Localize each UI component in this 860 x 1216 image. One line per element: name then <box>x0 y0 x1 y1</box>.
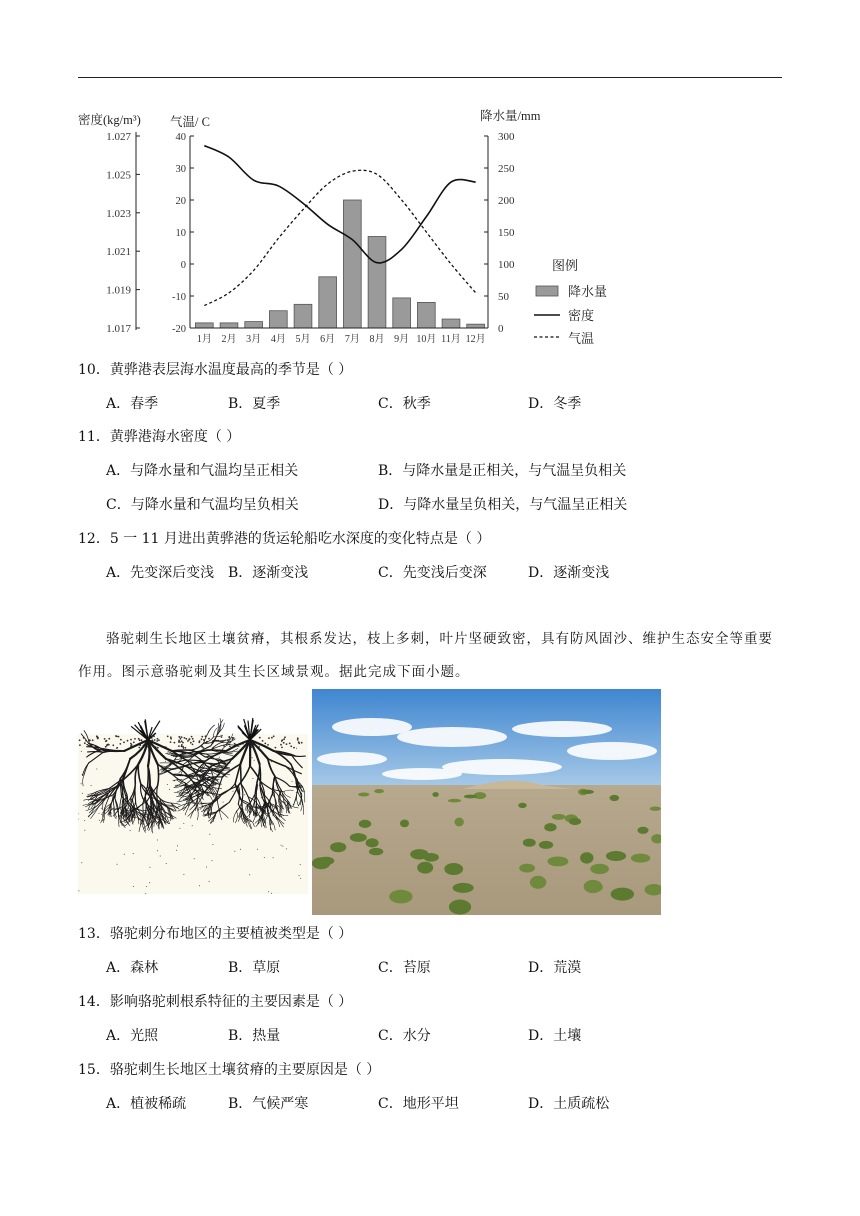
soil-speck <box>194 858 195 859</box>
soil-speck <box>203 747 205 749</box>
soil-speck <box>99 820 100 821</box>
soil-speck <box>181 736 183 738</box>
soil-speck <box>229 737 231 739</box>
soil-speck <box>283 738 285 740</box>
soil-speck <box>78 890 79 891</box>
soil-speck <box>101 814 102 815</box>
soil-speck <box>184 737 186 739</box>
soil-speck <box>108 738 110 740</box>
soil-speck <box>181 746 183 748</box>
question-14-stem: 14．影响骆驼刺根系特征的主要因素是（ ） <box>78 994 353 1010</box>
soil-speck <box>275 747 277 749</box>
passage-text: 骆驼刺生长地区土壤贫瘠，其根系发达，枝上多刺，叶片坚硬致密，具有防风固沙、维护生态安全等重要作用。图示意骆驼刺及其生长区域景观。据此完成下面小题。 <box>78 631 773 680</box>
camelthorn-shrub <box>611 888 634 901</box>
soil-speck <box>130 739 132 741</box>
soil-speck <box>300 878 301 879</box>
soil-speck <box>300 864 301 865</box>
soil-speck <box>264 857 265 858</box>
q11-option-d[interactable]: D．与降水量呈负相关，与气温呈正相关 <box>378 497 628 513</box>
soil-speck <box>118 736 120 738</box>
soil-speck <box>178 740 180 742</box>
soil-speck <box>286 848 287 849</box>
soil-speck <box>212 860 213 861</box>
header-rule <box>78 77 782 78</box>
soil-speck <box>192 738 194 740</box>
soil-speck <box>157 850 158 851</box>
q15-option-c[interactable]: C．地形平坦 <box>378 1096 459 1112</box>
soil-speck <box>105 746 107 748</box>
temperature-tick-label: 20 <box>175 196 186 207</box>
soil-speck <box>249 874 250 875</box>
soil-speck <box>219 757 220 758</box>
month-label: 8月 <box>369 334 385 345</box>
precipitation-bar <box>368 236 386 328</box>
soil-speck <box>166 863 167 864</box>
soil-speck <box>84 742 86 744</box>
q13-option-b[interactable]: B．草原 <box>228 960 281 976</box>
q10-option-b[interactable]: B．夏季 <box>228 396 281 412</box>
soil-speck <box>92 739 94 741</box>
soil-speck <box>124 854 125 855</box>
camelthorn-root-illustration <box>78 708 308 894</box>
question-13-stem: 13．骆驼刺分布地区的主要植被类型是（ ） <box>78 926 353 942</box>
soil-speck <box>290 745 292 747</box>
soil-speck <box>170 738 172 740</box>
soil-speck <box>79 739 81 741</box>
soil-speck <box>117 864 118 865</box>
camelthorn-shrub <box>547 857 568 867</box>
q10-option-d[interactable]: D．冬季 <box>528 396 582 412</box>
precipitation-tick-label: 150 <box>498 227 515 239</box>
q10-option-c[interactable]: C．秋季 <box>378 396 431 412</box>
soil-speck <box>180 738 182 740</box>
soil-speck <box>81 862 82 863</box>
soil-speck <box>107 744 109 746</box>
soil-speck <box>257 849 258 850</box>
camelthorn-shrub <box>432 792 438 797</box>
q14-option-c[interactable]: C．水分 <box>378 1028 431 1044</box>
temperature-axis-title: 气温/ C <box>170 115 210 129</box>
soil-speck <box>165 761 166 762</box>
density-tick-label: 1.025 <box>106 169 131 182</box>
soil-speck <box>149 867 150 868</box>
soil-speck <box>157 840 158 841</box>
camelthorn-shrub <box>530 876 546 889</box>
camelthorn-shrub <box>449 900 471 915</box>
soil-speck <box>284 736 286 738</box>
month-label: 6月 <box>320 334 336 345</box>
camelthorn-shrub <box>424 853 439 862</box>
q13-option-c[interactable]: C．苔原 <box>378 960 431 976</box>
soil-speck <box>179 828 180 829</box>
month-label: 1月 <box>196 334 212 345</box>
q11-option-a[interactable]: A．与降水量和气温均呈正相关 <box>106 463 299 479</box>
soil-speck <box>252 757 253 758</box>
soil-speck <box>281 845 282 846</box>
soil-speck <box>221 736 223 738</box>
camelthorn-shrub <box>369 848 383 855</box>
question-11-stem: 11．黄骅港海水密度（ ） <box>78 429 241 445</box>
camelthorn-shrub <box>312 857 330 869</box>
camelthorn-shrub <box>590 864 609 874</box>
soil-speck <box>212 844 213 845</box>
soil-speck <box>298 742 300 744</box>
precipitation-tick-label: 300 <box>498 131 515 143</box>
camelthorn-shrub <box>569 818 581 825</box>
soil-speck <box>133 853 134 854</box>
density-axis-title: 密度(kg/m³) <box>78 113 141 127</box>
soil-speck <box>99 813 100 814</box>
precipitation-bar <box>269 311 287 328</box>
temperature-line <box>204 170 475 305</box>
temperature-tick-label: 30 <box>175 164 186 175</box>
camelthorn-shrub <box>374 789 384 793</box>
month-label: 9月 <box>394 334 410 345</box>
soil-speck <box>296 792 297 793</box>
soil-speck <box>201 738 203 740</box>
density-tick-label: 1.017 <box>106 323 131 335</box>
soil-speck <box>293 747 295 749</box>
soil-speck <box>185 738 187 740</box>
soil-speck <box>296 748 297 749</box>
soil-speck <box>297 737 299 739</box>
precipitation-tick-label: 50 <box>498 291 509 303</box>
soil-speck <box>259 737 261 739</box>
precipitation-bar <box>195 323 213 328</box>
soil-speck <box>199 885 200 886</box>
soil-speck <box>81 783 82 784</box>
q12-option-c[interactable]: C．先变浅后变深 <box>378 565 487 581</box>
camelthorn-shrub <box>637 827 648 834</box>
soil-speck <box>174 742 176 744</box>
soil-speck <box>157 747 159 749</box>
q14-option-d[interactable]: D．土壤 <box>528 1028 582 1044</box>
soil-speck <box>282 846 283 847</box>
soil-speck <box>209 834 210 835</box>
soil-speck <box>169 789 170 790</box>
soil-speck <box>139 739 141 741</box>
reading-passage <box>78 623 782 689</box>
soil-speck <box>206 867 207 868</box>
density-line <box>204 146 475 263</box>
camelthorn-shrub <box>631 854 650 863</box>
temperature-tick-label: -20 <box>172 324 186 335</box>
chart-axes <box>136 132 488 330</box>
q12-option-b[interactable]: B．逐渐变浅 <box>228 565 309 581</box>
camelthorn-shrub <box>518 803 526 808</box>
soil-speck <box>104 738 106 740</box>
soil-speck <box>170 741 172 743</box>
q15-option-d[interactable]: D．土质疏松 <box>528 1096 610 1112</box>
climate-density-chart <box>70 100 630 350</box>
camelthorn-shrub <box>366 838 379 847</box>
q12-option-d[interactable]: D．逐渐变浅 <box>528 565 610 581</box>
soil-speck <box>133 741 135 743</box>
density-tick-label: 1.019 <box>106 284 131 297</box>
soil-speck <box>84 830 85 831</box>
question-15-stem: 15．骆驼刺生长地区土壤贫瘠的主要原因是（ ） <box>78 1062 381 1078</box>
precipitation-bar <box>343 200 361 328</box>
soil-speck <box>261 797 262 798</box>
precipitation-bar <box>467 324 485 328</box>
soil-speck <box>281 747 283 749</box>
q12-option-a[interactable]: A．先变深后变浅 <box>106 565 215 581</box>
soil-speck <box>120 739 122 741</box>
root-branch <box>240 764 241 784</box>
chart-legend <box>534 258 607 346</box>
soil-speck <box>96 769 97 770</box>
q13-option-a[interactable]: A．森林 <box>106 960 159 976</box>
precipitation-bar <box>319 277 337 328</box>
soil-speck <box>193 740 195 742</box>
soil-speck <box>97 737 99 739</box>
month-label: 5月 <box>295 334 311 345</box>
precipitation-bar <box>393 298 411 328</box>
precipitation-tick-label: 200 <box>498 195 515 207</box>
soil-speck <box>183 823 184 824</box>
soil-speck <box>191 736 193 738</box>
q11-option-c[interactable]: C．与降水量和气温均呈负相关 <box>106 497 299 513</box>
soil-speck <box>176 850 177 851</box>
soil-speck <box>297 739 299 741</box>
soil-speck <box>138 738 140 740</box>
precipitation-tick-label: 250 <box>498 163 515 175</box>
soil-speck <box>91 785 92 786</box>
soil-speck <box>273 735 275 737</box>
soil-speck <box>233 791 234 792</box>
soil-speck <box>299 875 300 876</box>
soil-speck <box>208 738 210 740</box>
month-label: 4月 <box>270 334 286 345</box>
soil-speck <box>181 744 183 746</box>
temperature-tick-label: 0 <box>180 260 186 271</box>
soil-speck <box>190 742 192 744</box>
precipitation-tick-label: 0 <box>498 323 504 335</box>
camelthorn-shrub <box>584 880 603 893</box>
camelthorn-shrub <box>400 820 409 828</box>
camelthorn-shrub <box>552 814 566 820</box>
q11-option-b[interactable]: B．与降水量是正相关，与气温呈负相关 <box>378 463 627 479</box>
soil-speck <box>292 781 293 782</box>
camelthorn-shrub <box>455 818 464 827</box>
q10-option-a[interactable]: A．春季 <box>106 396 159 412</box>
soil-speck <box>106 740 108 742</box>
soil-speck <box>271 737 273 739</box>
month-label: 12月 <box>465 334 486 345</box>
legend-title: 图例 <box>552 258 579 273</box>
camelthorn-shrub <box>453 883 474 893</box>
soil-speck <box>182 742 184 744</box>
temperature-tick-label: 40 <box>175 132 186 143</box>
soil-speck <box>84 820 85 821</box>
soil-speck <box>262 740 264 742</box>
q14-option-b[interactable]: B．热量 <box>228 1028 281 1044</box>
camelthorn-shrub <box>330 842 346 852</box>
soil-speck <box>183 874 184 875</box>
soil-speck <box>127 740 129 742</box>
soil-speck <box>207 791 208 792</box>
soil-speck <box>268 737 270 739</box>
soil-speck <box>192 825 193 826</box>
soil-speck <box>254 760 255 761</box>
chart-lines <box>204 146 475 306</box>
soil-speck <box>149 882 150 883</box>
precipitation-tick-label: 100 <box>498 259 515 271</box>
soil-speck <box>252 778 253 779</box>
camelthorn-shrub <box>417 862 433 874</box>
camelthorn-shrub <box>610 795 620 801</box>
camelthorn-shrub <box>350 833 367 842</box>
month-label: 7月 <box>344 334 360 345</box>
soil-speck <box>167 736 169 738</box>
soil-speck <box>229 746 231 748</box>
camelthorn-shrub <box>606 851 626 861</box>
soil-speck <box>201 736 203 738</box>
soil-speck <box>280 744 282 746</box>
soil-speck <box>179 736 181 738</box>
camelthorn-shrub <box>650 807 661 811</box>
soil-speck <box>209 881 210 882</box>
soil-speck <box>264 743 266 745</box>
soil-speck <box>158 739 160 741</box>
soil-speck <box>115 735 117 737</box>
soil-speck <box>141 739 143 741</box>
legend-label-density: 密度 <box>568 308 595 323</box>
soil-speck <box>240 849 241 850</box>
soil-speck <box>81 751 82 752</box>
camelthorn-shrub <box>580 852 593 863</box>
q15-option-a[interactable]: A．植被稀疏 <box>106 1096 187 1112</box>
month-label: 11月 <box>441 334 461 345</box>
soil-speck <box>123 741 125 743</box>
soil-speck <box>283 742 285 744</box>
soil-speck <box>130 830 131 831</box>
soil-speck <box>198 741 200 743</box>
soil-speck <box>221 784 222 785</box>
soil-speck <box>301 742 303 744</box>
density-tick-label: 1.023 <box>106 207 131 220</box>
precipitation-bar <box>442 319 460 328</box>
soil-speck <box>192 744 194 746</box>
soil-speck <box>185 747 187 749</box>
precipitation-bar <box>245 322 263 328</box>
soil-speck <box>79 744 81 746</box>
q14-option-a[interactable]: A．光照 <box>106 1028 159 1044</box>
soil-speck <box>138 747 140 749</box>
month-label: 2月 <box>221 334 237 345</box>
soil-speck <box>82 793 83 794</box>
soil-speck <box>119 743 121 745</box>
soil-speck <box>167 784 168 785</box>
density-tick-label: 1.027 <box>106 131 131 143</box>
camelthorn-shrub <box>359 820 371 828</box>
camelthorn-shrub <box>358 793 369 797</box>
soil-speck <box>234 851 235 852</box>
desert-landscape-photo <box>312 689 661 915</box>
month-label: 3月 <box>246 334 262 345</box>
camelthorn-shrub <box>539 841 553 849</box>
soil-speck <box>154 739 156 741</box>
soil-speck <box>130 743 132 745</box>
soil-speck <box>268 891 269 892</box>
soil-speck <box>136 817 137 818</box>
temperature-tick-label: 10 <box>175 228 186 239</box>
camelthorn-shrub <box>581 790 594 794</box>
month-label: 10月 <box>416 334 437 345</box>
temperature-tick-label: -10 <box>172 292 186 303</box>
soil-speck <box>271 893 272 894</box>
soil-speck <box>183 748 184 749</box>
soil-speck <box>116 748 117 749</box>
soil-speck <box>177 845 178 846</box>
camelthorn-shrub <box>519 864 535 873</box>
root-branch <box>207 750 226 751</box>
legend-swatch-bar <box>536 286 558 296</box>
soil-speck <box>188 739 190 741</box>
legend-label-precip: 降水量 <box>568 284 608 299</box>
soil-speck <box>157 738 159 740</box>
soil-speck <box>178 745 180 747</box>
soil-speck <box>223 802 224 803</box>
camelthorn-shrub <box>464 795 477 799</box>
precipitation-axis-title: 降水量/mm <box>480 109 541 123</box>
camelthorn-shrub <box>523 839 536 847</box>
soil-speck <box>281 739 283 741</box>
camelthorn-shrub <box>389 890 412 904</box>
soil-speck <box>267 744 269 746</box>
precipitation-bar <box>220 323 238 328</box>
soil-speck <box>112 744 114 746</box>
soil-speck <box>289 743 291 745</box>
camelthorn-shrub <box>544 823 556 831</box>
soil-speck <box>156 740 158 742</box>
soil-speck <box>233 737 235 739</box>
question-10-stem: 10．黄骅港表层海水温度最高的季节是（ ） <box>78 362 353 378</box>
soil-speck <box>101 808 102 809</box>
precipitation-bar <box>417 302 435 328</box>
camelthorn-shrub <box>448 799 461 803</box>
camelthorn-shrub <box>444 863 463 875</box>
question-12-stem: 12．5 一 11 月进出黄骅港的货运轮船吃水深度的变化特点是（ ） <box>78 531 491 547</box>
density-tick-label: 1.021 <box>106 246 131 259</box>
soil-speck <box>134 738 136 740</box>
soil-speck <box>133 886 134 887</box>
q13-option-d[interactable]: D．荒漠 <box>528 960 582 976</box>
legend-label-temp: 气温 <box>568 331 595 346</box>
soil-speck <box>286 743 288 745</box>
soil-speck <box>160 856 161 857</box>
soil-speck <box>146 886 147 887</box>
soil-speck <box>273 857 274 858</box>
precipitation-bar <box>294 304 312 328</box>
precipitation-bars <box>195 200 484 328</box>
soil-speck <box>244 794 245 795</box>
q15-option-b[interactable]: B．气候严寒 <box>228 1096 309 1112</box>
